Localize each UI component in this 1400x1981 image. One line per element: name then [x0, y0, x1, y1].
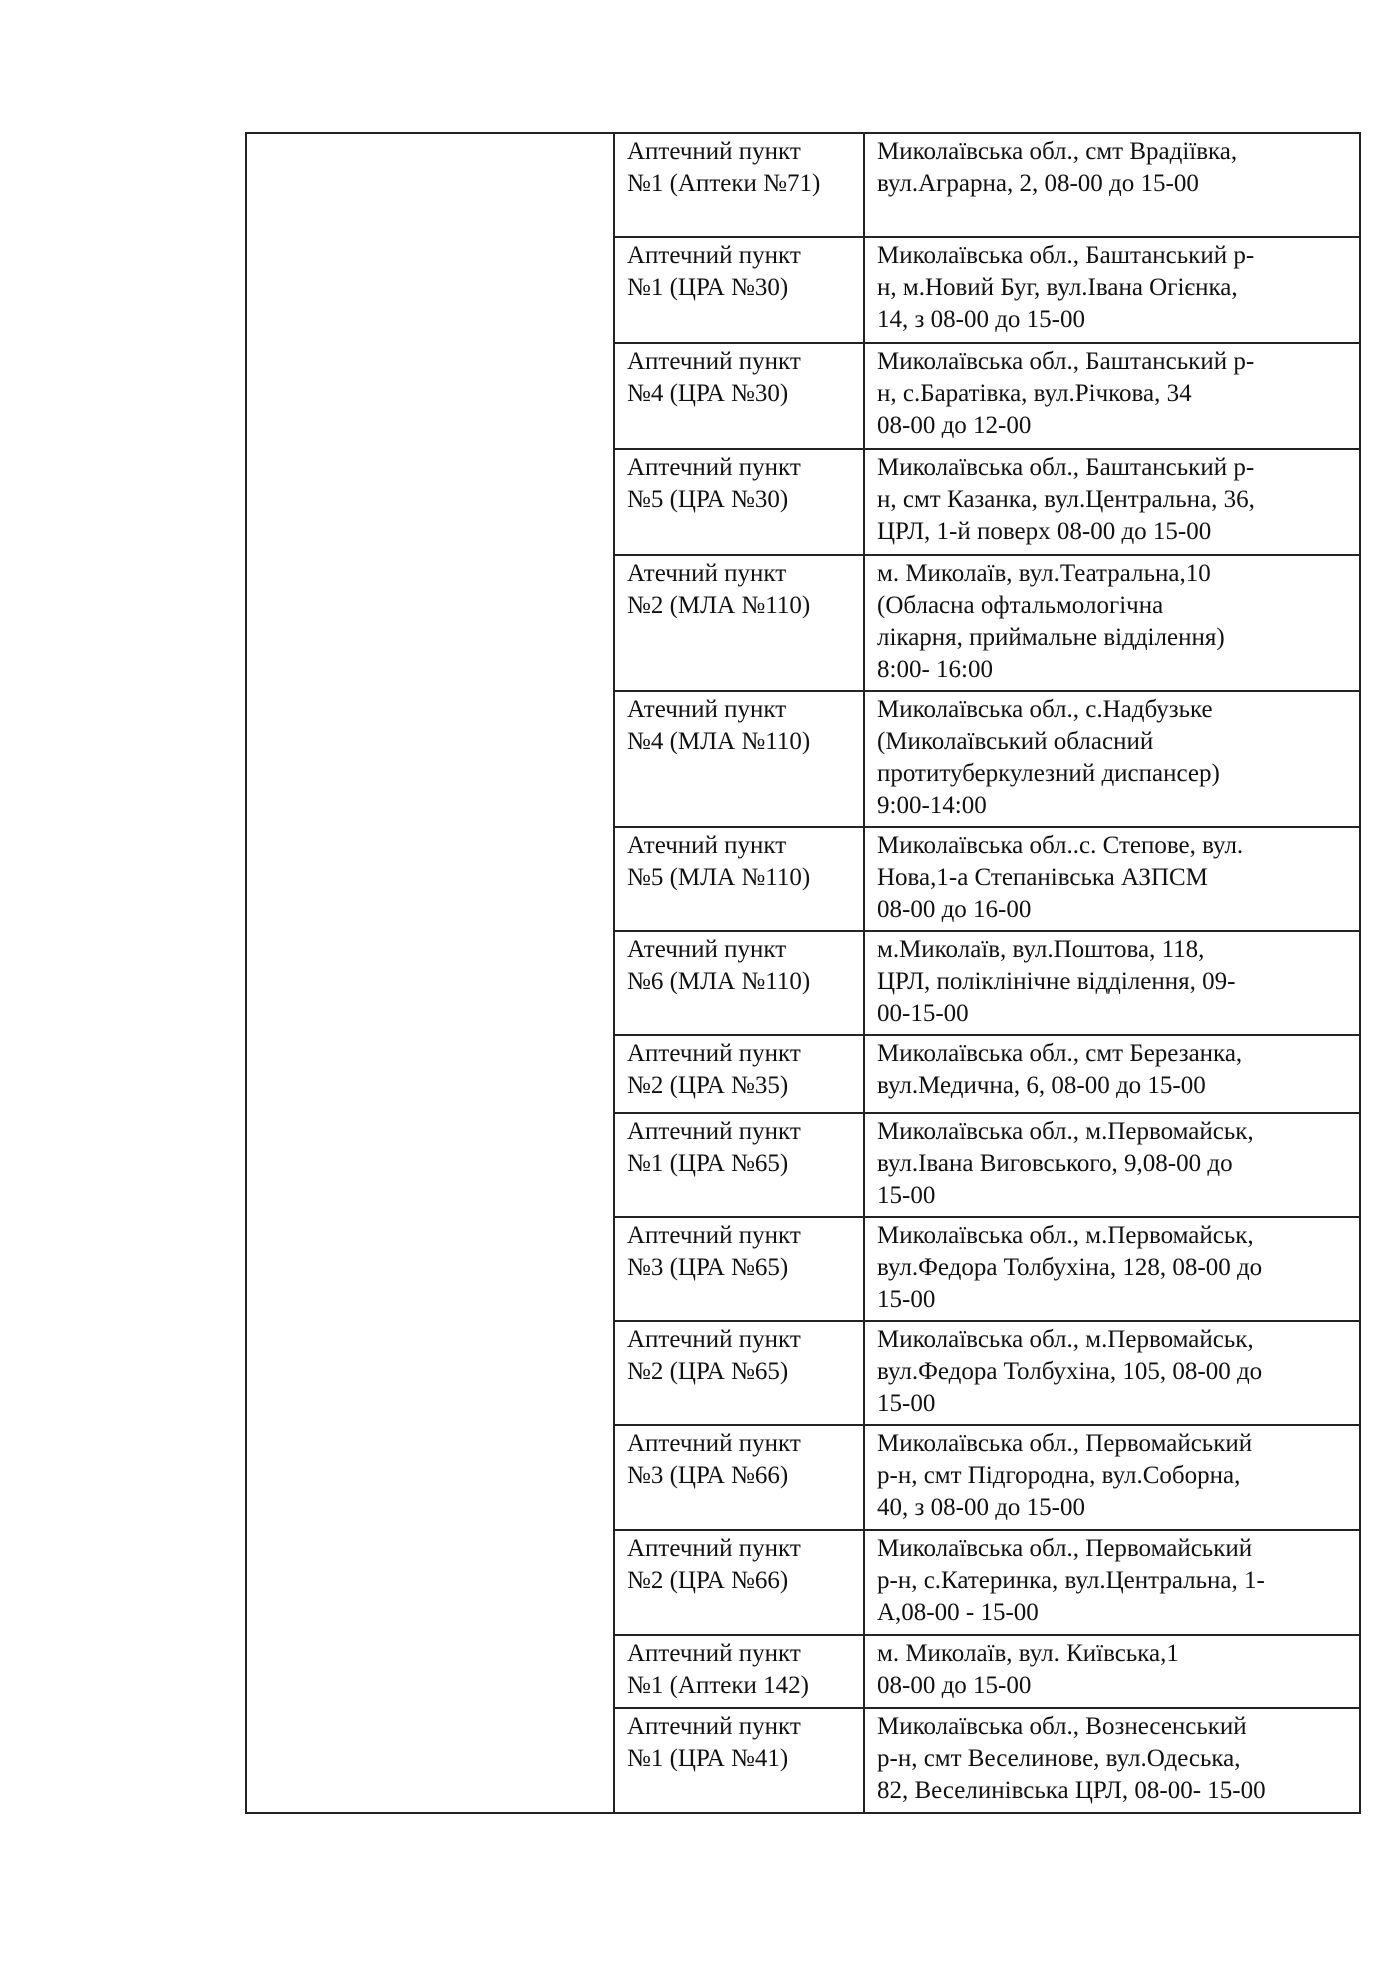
pharmacy-address-cell: Миколаївська обл., с.Надбузьке (Миколаївський обласний протитуберкулезний диспансер) 9:00-14:00	[864, 691, 1360, 827]
pharmacy-address-cell: Миколаївська обл., Первомайський р-н, смт Підгородна, вул.Соборна, 40, з 08-00 до 15-00	[864, 1425, 1360, 1530]
pharmacy-address-cell: Миколаївська обл., Баштанський р- н, смт Казанка, вул.Центральна, 36, ЦРЛ, 1-й поверх 08-00 до 15-00	[864, 449, 1360, 555]
pharmacy-address-cell: Миколаївська обл., смт Березанка, вул.Медична, 6, 08-00 до 15-00	[864, 1035, 1360, 1113]
table-row	[246, 133, 1360, 237]
pharmacy-address-cell: Миколаївська обл., м.Первомайськ, вул.Федора Толбухіна, 128, 08-00 до 15-00	[864, 1217, 1360, 1321]
pharmacy-name-cell: Аптечний пункт №2 (ЦРА №66)	[614, 1530, 864, 1635]
pharmacy-address-cell: м.Миколаїв, вул.Поштова, 118, ЦРЛ, поліклінічне відділення, 09- 00-15-00	[864, 931, 1360, 1035]
pharmacy-address-cell: м. Миколаїв, вул.Театральна,10 (Обласна офтальмологічна лікарня, приймальне відділення) 8:00- 16:00	[864, 555, 1360, 691]
pharmacy-name-cell: Аптечний пункт №1 (ЦРА №30)	[614, 237, 864, 343]
pharmacy-address-cell: Миколаївська обл., м.Первомайськ, вул.Федора Толбухіна, 105, 08-00 до 15-00	[864, 1321, 1360, 1425]
pharmacy-address-cell: Миколаївська обл..с. Степове, вул. Нова,1-а Степанівська АЗПСМ 08-00 до 16-00	[864, 827, 1360, 931]
pharmacy-name-cell: Атечний пункт №6 (МЛА №110)	[614, 931, 864, 1035]
pharmacy-name-cell: Атечний пункт №4 (МЛА №110)	[614, 691, 864, 827]
pharmacy-name-cell: Атечний пункт №5 (МЛА №110)	[614, 827, 864, 931]
pharmacy-name-cell: Аптечний пункт №1 (Аптеки 142)	[614, 1635, 864, 1708]
pharmacy-name-cell: Аптечний пункт №1 (Аптеки №71)	[614, 133, 864, 237]
pharmacy-address-cell: Миколаївська обл., м.Первомайськ, вул.Івана Виговського, 9,08-00 до 15-00	[864, 1113, 1360, 1217]
pharmacy-name-cell: Аптечний пункт №2 (ЦРА №35)	[614, 1035, 864, 1113]
pharmacy-name-cell: Аптечний пункт №1 (ЦРА №41)	[614, 1708, 864, 1813]
pharmacy-name-cell: Аптечний пункт №3 (ЦРА №65)	[614, 1217, 864, 1321]
pharmacy-name-cell: Аптечний пункт №1 (ЦРА №65)	[614, 1113, 864, 1217]
pharmacy-address-cell: Миколаївська обл., смт Врадіївка, вул.Аграрна, 2, 08-00 до 15-00	[864, 133, 1360, 237]
pharmacy-address-cell: м. Миколаїв, вул. Київська,1 08-00 до 15-00	[864, 1635, 1360, 1708]
pharmacy-name-cell: Атечний пункт №2 (МЛА №110)	[614, 555, 864, 691]
pharmacy-name-cell: Аптечний пункт №2 (ЦРА №65)	[614, 1321, 864, 1425]
pharmacy-address-cell: Миколаївська обл., Первомайський р-н, с.Катеринка, вул.Центральна, 1- А,08-00 - 15-00	[864, 1530, 1360, 1635]
pharmacy-address-cell: Миколаївська обл., Вознесенський р-н, смт Веселинове, вул.Одеська, 82, Веселинівська ЦРЛ, 08-00- 15-00	[864, 1708, 1360, 1813]
pharmacy-table	[245, 132, 1361, 1814]
pharmacy-name-cell: Аптечний пункт №5 (ЦРА №30)	[614, 449, 864, 555]
pharmacy-name-cell: Аптечний пункт №3 (ЦРА №66)	[614, 1425, 864, 1530]
empty-region-cell	[246, 133, 614, 1813]
pharmacy-address-cell: Миколаївська обл., Баштанський р- н, с.Баратівка, вул.Річкова, 34 08-00 до 12-00	[864, 343, 1360, 449]
pharmacy-address-cell: Миколаївська обл., Баштанський р- н, м.Новий Буг, вул.Івана Огієнка, 14, з 08-00 до 15-00	[864, 237, 1360, 343]
pharmacy-name-cell: Аптечний пункт №4 (ЦРА №30)	[614, 343, 864, 449]
